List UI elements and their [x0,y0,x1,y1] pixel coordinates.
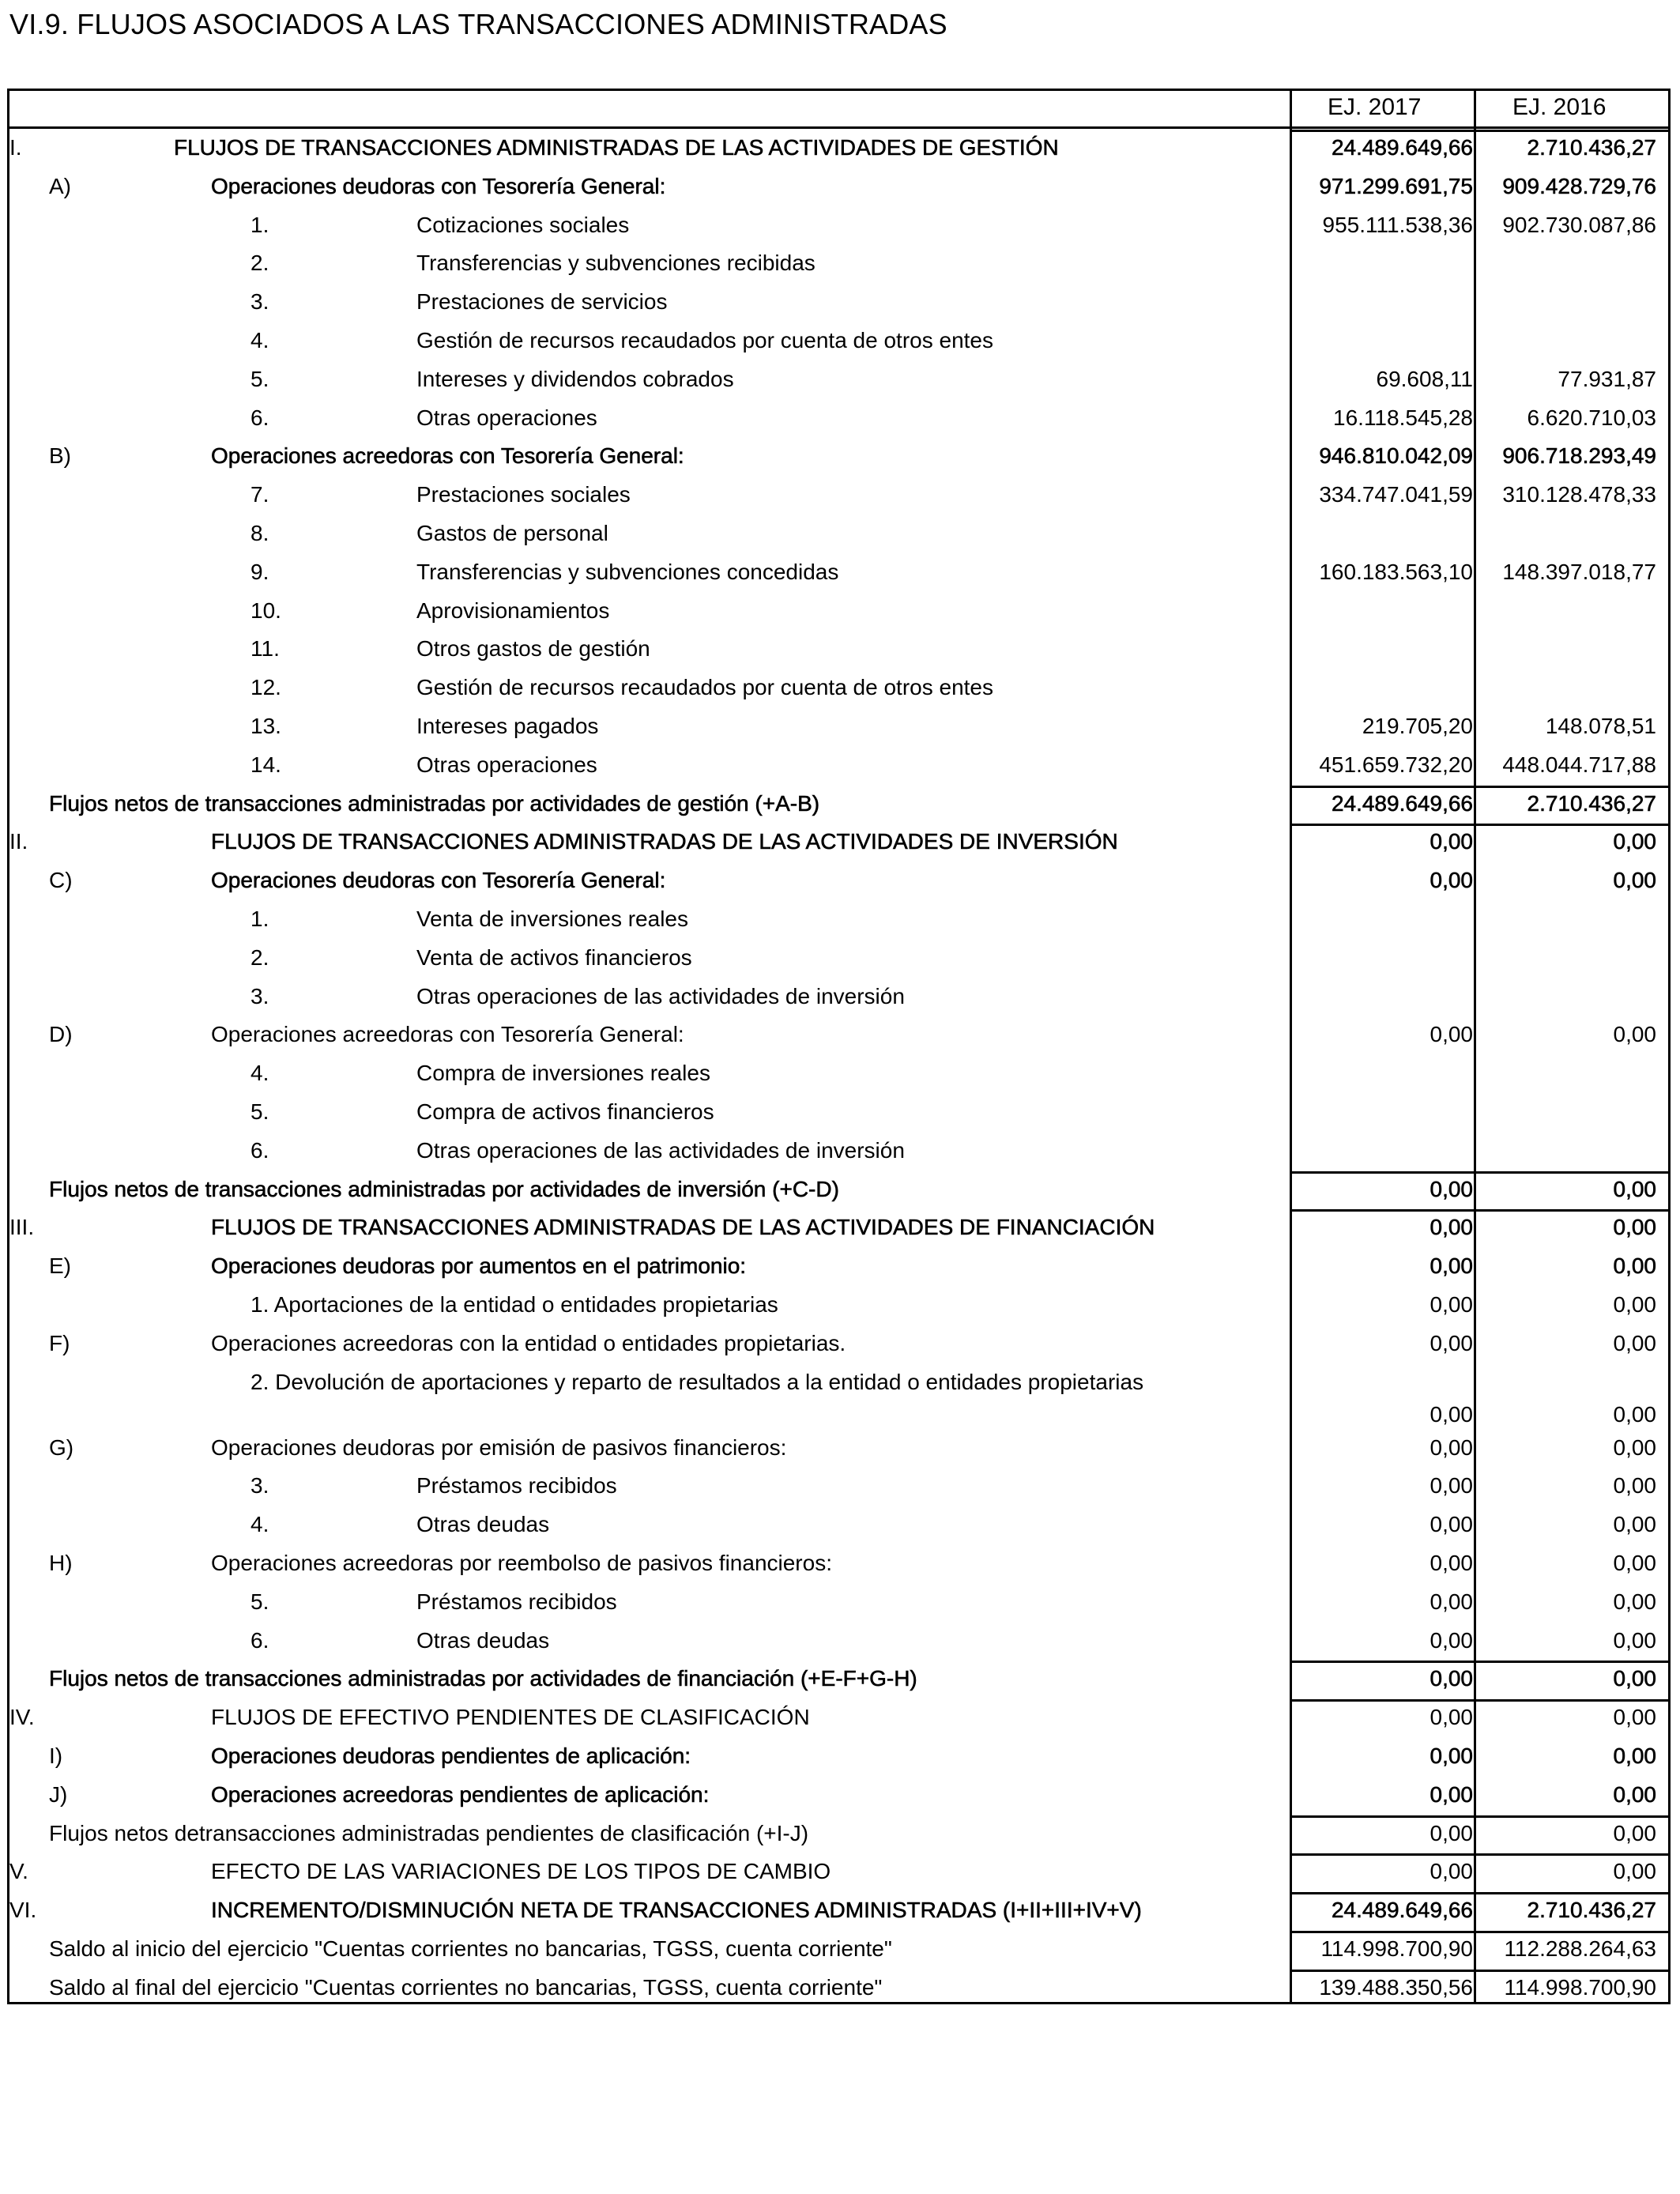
item-label: Otras operaciones [416,752,597,777]
table-row [9,1287,1668,1326]
value-2016: 2.710.436,27 [1527,135,1656,160]
item-label: Otras operaciones [416,405,597,430]
item-label: Venta de activos financieros [416,944,692,970]
table-row [9,1431,1668,1469]
value-2016: 148.078,51 [1545,714,1656,738]
table-row [9,1970,1668,2009]
total-rule [1290,1853,1668,1856]
item-number: 1. [250,907,269,931]
total-rule [1290,1892,1668,1894]
table-row [9,1056,1668,1095]
column-header-2016: EJ. 2016 [1512,94,1607,120]
group-letter: E) [49,1253,71,1279]
value-2016: 0,00 [1613,1743,1656,1768]
table-row [9,902,1668,941]
item-label: Intereses pagados [416,714,599,738]
group-letter: C) [49,868,73,893]
value-2016: 2.710.436,27 [1527,1898,1656,1923]
group-letter: J) [49,1781,68,1807]
group-letter: F) [49,1330,70,1355]
table-row [9,1507,1668,1546]
total-rule [1290,1699,1668,1702]
value-2017: 0,00 [1430,1434,1473,1460]
value-2017: 451.659.732,20 [1319,752,1473,777]
item-number: 2. [250,251,269,276]
group-title: Operaciones deudoras con Tesorería General: [211,173,666,198]
item-number: 3. [250,1473,269,1498]
value-2016: 0,00 [1613,1434,1656,1460]
item-label: Préstamos recibidos [416,1589,617,1614]
item-label: Cotizaciones sociales [416,212,630,237]
item-label: Otros gastos de gestión [416,636,650,662]
table-row [9,1365,1668,1431]
group-title: Operaciones deudoras pendientes de aplicación: [211,1743,691,1768]
table-row [9,1172,1668,1211]
item-label: Transferencias y subvenciones recibidas [416,251,816,276]
section-title: FLUJOS DE EFECTIVO PENDIENTES DE CLASIFICACIÓN [211,1705,810,1730]
value-2016: 902.730.087,86 [1502,212,1656,237]
value-2017: 24.489.649,66 [1331,1898,1473,1923]
value-2017: 0,00 [1430,829,1473,854]
table-row [9,1854,1668,1893]
total-rule [1290,786,1668,788]
value-2016: 0,00 [1613,1330,1656,1355]
section-title: FLUJOS DE TRANSACCIONES ADMINISTRADAS DE LAS ACTIVIDADES DE INVERSIÓN [211,829,1118,854]
table-row [9,555,1668,594]
value-2016: 0,00 [1613,1512,1656,1537]
item-number: 1. [250,212,269,237]
item-number: 4. [250,1512,269,1537]
item-number: 6. [250,405,269,430]
value-2017: 219.705,20 [1362,714,1473,738]
item-label: Prestaciones de servicios [416,289,668,315]
item-number: 13. [250,714,281,738]
section-title: EFECTO DE LAS VARIACIONES DE LOS TIPOS DE CAMBIO [211,1859,831,1884]
value-2016: 112.288.264,63 [1504,1936,1656,1961]
table-row [9,1700,1668,1739]
value-2016: 0,00 [1613,1253,1656,1279]
group-title: Operaciones deudoras por emisión de pasivos financieros: [211,1434,787,1460]
table-row [9,1546,1668,1585]
subtotal-label: Flujos netos de transacciones administradas por actividades de inversión (+C-D) [49,1176,839,1201]
item-number: 3. [250,983,269,1008]
value-2017: 0,00 [1430,1292,1473,1317]
group-title: Operaciones deudoras con Tesorería General: [211,868,666,893]
value-2017: 0,00 [1430,1176,1473,1201]
total-rule [1290,824,1668,826]
table-row [9,1893,1668,1932]
group-letter: A) [49,173,71,198]
table-row [9,208,1668,247]
value-2017: 114.998.700,90 [1320,1936,1473,1961]
value-2016: 0,00 [1613,1627,1656,1653]
table-row [9,594,1668,632]
table-row [9,1777,1668,1816]
value-2016: 0,00 [1613,1820,1656,1845]
value-2016: 0,00 [1613,1589,1656,1614]
table-row [9,1326,1668,1365]
value-2016: 0,00 [1613,1781,1656,1807]
value-2016: 148.397.018,77 [1502,559,1656,584]
item-label: Otras operaciones de las actividades de inversión [416,1137,905,1163]
table-row [9,1210,1668,1249]
value-2017: 955.111.538,36 [1322,212,1473,237]
value-2017: 0,00 [1430,1330,1473,1355]
table-row [9,709,1668,748]
value-2017: 0,00 [1430,1781,1473,1807]
total-rule [1290,1970,1668,1972]
item-label: Otras deudas [416,1627,550,1653]
table-row [9,1739,1668,1777]
value-2017: 0,00 [1430,868,1473,893]
table-row [9,824,1668,863]
section-number: II. [9,829,28,854]
section-number: VI. [9,1898,37,1923]
value-2016: 114.998.700,90 [1504,1974,1656,2000]
item-number: 6. [250,1627,269,1653]
item-number: 7. [250,482,269,507]
value-2016: 77.931,87 [1558,366,1656,391]
section-number: V. [9,1859,28,1884]
item-number: 8. [250,521,269,545]
value-2017: 0,00 [1430,1743,1473,1768]
value-2016: 0,00 [1613,1176,1656,1201]
group-title: Operaciones acreedoras con Tesorería General: [211,443,684,469]
value-2016: 6.620.710,03 [1527,405,1656,430]
value-2017: 0,00 [1430,1512,1473,1537]
subtotal-label: Saldo al final del ejercicio "Cuentas corrientes no bancarias, TGSS, cuenta corriente" [49,1974,883,2000]
total-rule [1290,1171,1668,1174]
table-row [9,169,1668,208]
total-rule [1290,130,1668,132]
subtotal-label: Flujos netos de transacciones administradas por actividades de financiación (+E-F+G-H) [49,1666,917,1691]
value-2017: 0,00 [1430,1473,1473,1498]
table-row [9,439,1668,477]
item-number: 4. [250,328,269,352]
section-number: I. [9,135,22,160]
item-label: Otras deudas [416,1512,550,1537]
value-2017: 0,00 [1430,1401,1473,1427]
value-2016: 0,00 [1613,1705,1656,1730]
item-number: 4. [250,1061,269,1086]
value-2017: 0,00 [1430,1705,1473,1730]
table-row [9,979,1668,1018]
item-label: Gestión de recursos recaudados por cuenta de otros entes [416,328,993,352]
group-letter: I) [49,1743,63,1768]
value-2017: 0,00 [1430,1859,1473,1884]
value-2016: 310.128.478,33 [1502,482,1656,507]
item-number: 9. [250,559,269,584]
table-row [9,1095,1668,1133]
table-row [9,1585,1668,1623]
value-2016: 448.044.717,88 [1502,752,1656,777]
value-2016: 0,00 [1613,829,1656,854]
value-2017: 0,00 [1430,1550,1473,1575]
value-2017: 139.488.350,56 [1319,1974,1473,2000]
column-header-2017: EJ. 2017 [1328,94,1422,120]
table-row [9,1661,1668,1700]
table-row [9,323,1668,362]
total-rule [1290,1815,1668,1818]
value-2016: 0,00 [1613,1292,1656,1317]
group-title: Operaciones deudoras por aumentos en el patrimonio: [211,1253,747,1279]
item-label: Gestión de recursos recaudados por cuenta de otros entes [416,675,993,700]
table-row [9,285,1668,323]
table-row [9,1932,1668,1970]
table-row [9,748,1668,786]
value-2017: 0,00 [1430,1215,1473,1240]
page-title: VI.9. FLUJOS ASOCIADOS A LAS TRANSACCIONES ADMINISTRADAS [9,8,947,40]
table-row [9,941,1668,979]
value-2017: 0,00 [1430,1627,1473,1653]
value-2016: 906.718.293,49 [1502,443,1656,469]
item-label: Transferencias y subvenciones concedidas [416,559,839,584]
item-number: 2. [250,944,269,970]
value-2017: 334.747.041,59 [1319,482,1473,507]
section-title: FLUJOS DE TRANSACCIONES ADMINISTRADAS DE LAS ACTIVIDADES DE GESTIÓN [174,135,1059,160]
value-2016: 0,00 [1613,868,1656,893]
table-row [9,516,1668,555]
value-2017: 16.118.545,28 [1333,405,1473,430]
group-title: Operaciones acreedoras con la entidad o entidades propietarias. [211,1330,846,1355]
item-number: 10. [250,598,281,623]
table-row [9,401,1668,439]
value-2016: 0,00 [1613,1550,1656,1575]
table-row [9,246,1668,285]
group-title: Operaciones acreedoras con Tesorería General: [211,1022,684,1047]
item-label: 1. Aportaciones de la entidad o entidades propietarias [250,1292,778,1317]
total-rule [1290,1931,1668,1933]
group-letter: D) [49,1022,73,1047]
table-row [9,1249,1668,1287]
value-2016: 0,00 [1613,1473,1656,1498]
value-2017: 24.489.649,66 [1331,135,1473,160]
cash-flow-table [7,89,1671,2004]
item-number: 5. [250,1099,269,1124]
item-number: 12. [250,675,281,700]
item-label: Otras operaciones de las actividades de inversión [416,983,905,1008]
item-label: Intereses y dividendos cobrados [416,366,734,391]
value-2016: 909.428.729,76 [1502,173,1656,198]
item-number: 3. [250,289,269,315]
value-2017: 946.810.042,09 [1319,443,1473,469]
item-number: 11. [250,636,280,662]
table-row [9,1017,1668,1056]
value-2017: 160.183.563,10 [1319,559,1473,584]
total-rule [1290,1209,1668,1212]
item-label: 2. Devolución de aportaciones y reparto de resultados a la entidad o entidades propietarias [250,1369,1144,1394]
section-title: FLUJOS DE TRANSACCIONES ADMINISTRADAS DE LAS ACTIVIDADES DE FINANCIACIÓN [211,1215,1155,1240]
group-letter: G) [49,1434,74,1460]
table-row [9,362,1668,401]
table-row [9,786,1668,825]
item-label: Aprovisionamientos [416,598,610,623]
value-2016: 2.710.436,27 [1527,790,1656,816]
value-2016: 0,00 [1613,1215,1656,1240]
section-number: IV. [9,1705,35,1730]
value-2017: 971.299.691,75 [1319,173,1473,198]
value-2017: 0,00 [1430,1022,1473,1047]
item-label: Compra de activos financieros [416,1099,714,1124]
value-2017: 69.608,11 [1376,366,1473,391]
table-row [9,631,1668,670]
table-row [9,1816,1668,1855]
table-row [9,1468,1668,1507]
subtotal-label: Flujos netos detransacciones administradas pendientes de clasificación (+I-J) [49,1820,809,1845]
table-row [9,863,1668,902]
value-2017: 0,00 [1430,1820,1473,1845]
item-label: Préstamos recibidos [416,1473,617,1498]
item-number: 5. [250,1589,269,1614]
value-2016: 0,00 [1613,1022,1656,1047]
table-row [9,130,1668,169]
value-2017: 0,00 [1430,1666,1473,1691]
value-2017: 0,00 [1430,1589,1473,1614]
item-number: 6. [250,1137,269,1163]
item-label: Venta de inversiones reales [416,907,688,931]
section-title: INCREMENTO/DISMINUCIÓN NETA DE TRANSACCIONES ADMINISTRADAS (I+II+III+IV+V) [211,1898,1142,1923]
value-2017: 24.489.649,66 [1331,790,1473,816]
header-rule [9,126,1668,129]
table-row [9,477,1668,516]
group-title: Operaciones acreedoras por reembolso de pasivos financieros: [211,1550,832,1575]
value-2016: 0,00 [1613,1401,1656,1427]
total-rule [1290,1661,1668,1663]
item-number: 5. [250,366,269,391]
value-2016: 0,00 [1613,1666,1656,1691]
item-label: Gastos de personal [416,521,608,545]
subtotal-label: Saldo al inicio del ejercicio "Cuentas corrientes no bancarias, TGSS, cuenta corriente" [49,1936,892,1961]
table-row [9,1623,1668,1662]
group-letter: B) [49,443,71,469]
item-label: Prestaciones sociales [416,482,631,507]
value-2017: 0,00 [1430,1253,1473,1279]
subtotal-label: Flujos netos de transacciones administradas por actividades de gestión (+A-B) [49,790,820,816]
table-row [9,670,1668,709]
item-number: 14. [250,752,281,777]
section-number: III. [9,1215,35,1240]
value-2016: 0,00 [1613,1859,1656,1884]
item-label: Compra de inversiones reales [416,1061,710,1086]
group-letter: H) [49,1550,73,1575]
table-row [9,1133,1668,1172]
group-title: Operaciones acreedoras pendientes de aplicación: [211,1781,710,1807]
